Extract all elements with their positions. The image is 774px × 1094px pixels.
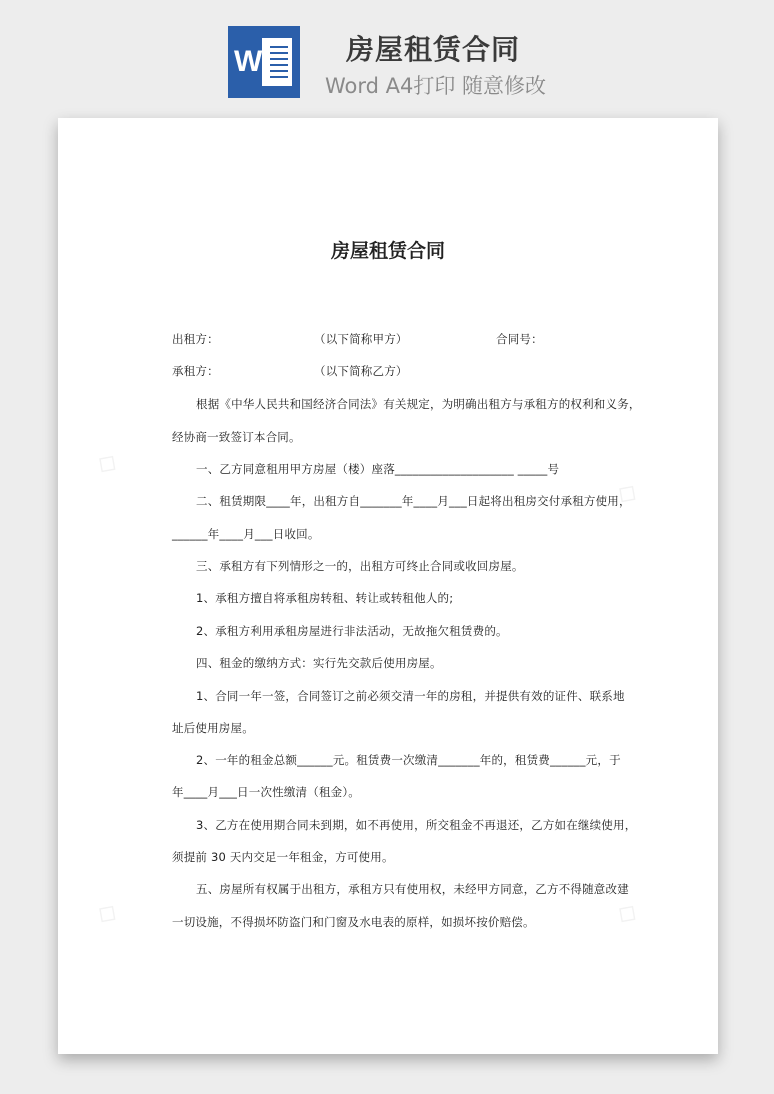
clause-line: 年____月___日一次性缴清（租金）。 [172,785,360,799]
clause-line: 一切设施，不得损坏防盗门和门窗及水电表的原样，如损坏按价赔偿。 [172,915,535,929]
template-header [0,0,774,110]
header-title: 房屋租赁合同 [346,33,521,66]
watermark: ◇ [91,894,125,932]
watermark: ◇ [91,444,125,482]
watermark: ◇ [611,474,645,512]
lessee-label: 承租方： [172,364,219,378]
clause-line: 一、乙方同意租用甲方房屋（楼）座落____________________ _____号 [196,462,560,476]
lessee-alias: （以下简称乙方） [314,364,408,378]
document-title: 房屋租赁合同 [330,240,445,262]
clause-line: 址后使用房屋。 [172,721,254,735]
document-page [58,118,718,1054]
contract-no-label: 合同号： [496,332,543,346]
clause-line: 三、承租方有下列情形之一的，出租方可终止合同或收回房屋。 [196,559,524,573]
clause-line: 四、租金的缴纳方式：实行先交款后使用房屋。 [196,656,442,670]
clause-line: 五、房屋所有权属于出租方，承租方只有使用权，未经甲方同意，乙方不得随意改建 [196,882,629,896]
clause-line: 二、租赁期限____年，出租方自_______年____月___日起将出租房交付承租方使用， [196,494,631,508]
paragraph-line: 经协商一致签订本合同。 [172,430,301,444]
watermark: ◇ [611,894,645,932]
lessor-label: 出租方： [172,332,219,346]
clause-line: 须提前 30 天内交足一年租金，方可使用。 [172,850,394,864]
clause-line: 1、承租方擅自将承租房转租、转让或转租他人的; [196,591,454,605]
clause-line: 2、一年的租金总额______元。租赁费一次缴清_______年的，租赁费______元，于 [196,753,621,767]
clause-line: 3、乙方在使用期合同未到期，如不再使用，所交租金不再退还，乙方如在继续使用， [196,818,637,832]
lessor-alias: （以下简称甲方） [314,332,408,346]
paragraph-line: 根据《中华人民共和国经济合同法》有关规定，为明确出租方与承租方的权利和义务， [196,397,641,411]
clause-line: ______年____月___日收回。 [172,527,320,541]
word-letter: W [234,45,263,78]
clause-line: 1、合同一年一签，合同签订之前必须交清一年的房租，并提供有效的证件、联系地 [196,689,625,703]
word-icon [228,26,300,98]
clause-line: 2、承租方利用承租房屋进行非法活动，无故拖欠租赁费的。 [196,624,508,638]
header-subtitle: Word A4打印 随意修改 [325,74,547,98]
